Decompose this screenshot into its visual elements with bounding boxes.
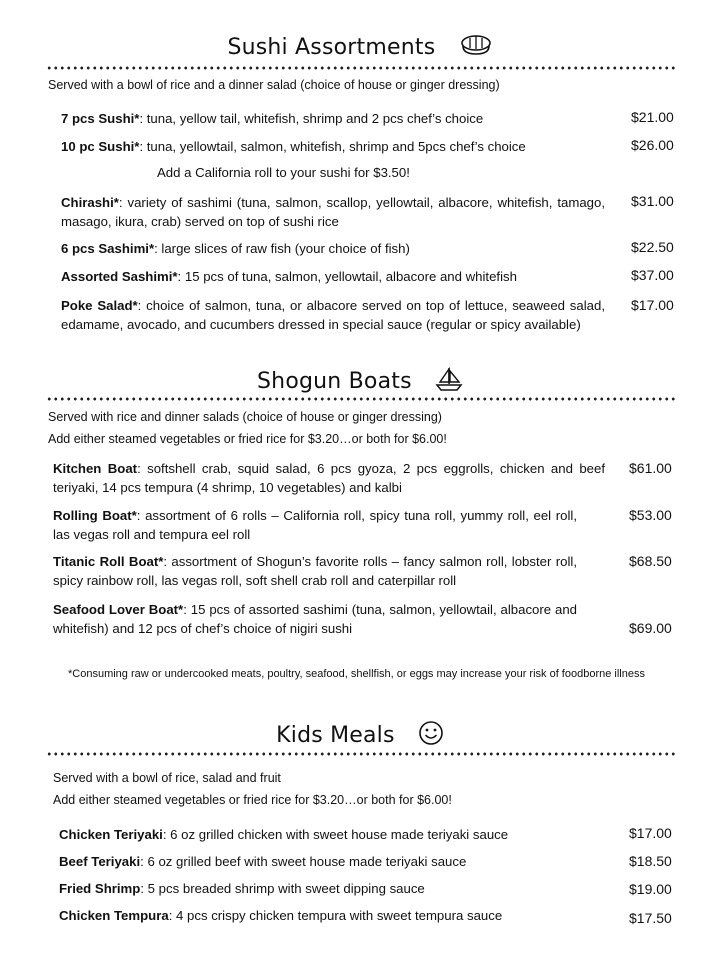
kids-title: Kids Meals bbox=[276, 723, 395, 748]
item-price: $21.00 bbox=[631, 109, 674, 125]
item-desc: : 4 pcs crispy chicken tempura with sweet tempura sauce bbox=[168, 908, 503, 923]
item-desc: : 6 oz grilled beef with sweet house made teriyaki sauce bbox=[140, 854, 467, 869]
item-price: $37.00 bbox=[631, 267, 674, 283]
menu-item bbox=[53, 600, 577, 638]
item-price: $19.00 bbox=[629, 881, 672, 897]
item-desc: : softshell crab, squid salad, 6 pcs gyoza, 2 pcs eggrolls, chicken and beef teriyaki, 14 pcs tempura (4 shrimp, 10 vegetables) and kalbi bbox=[53, 461, 605, 495]
item-name: Seafood Lover Boat* bbox=[53, 602, 184, 617]
item-name: Poke Salad* bbox=[61, 298, 138, 313]
item-price: $17.00 bbox=[631, 297, 674, 313]
item-name: Assorted Sashimi* bbox=[61, 269, 178, 284]
item-desc: : 15 pcs of tuna, salmon, yellowtail, albacore and whitefish bbox=[177, 269, 517, 284]
menu-item bbox=[59, 879, 599, 898]
menu-item bbox=[59, 906, 599, 925]
menu-item bbox=[61, 137, 611, 156]
item-price: $61.00 bbox=[629, 460, 672, 476]
item-desc: : tuna, yellowtail, salmon, whitefish, shrimp and 5pcs chef’s choice bbox=[139, 139, 526, 154]
item-name: 6 pcs Sashimi* bbox=[61, 241, 155, 256]
item-desc: : tuna, yellow tail, whitefish, shrimp and 2 pcs chef’s choice bbox=[139, 111, 484, 126]
item-name: Kitchen Boat bbox=[53, 461, 138, 476]
section-title-sushi bbox=[0, 34, 720, 62]
item-name: Fried Shrimp bbox=[59, 881, 141, 896]
item-desc: : 6 oz grilled chicken with sweet house made teriyaki sauce bbox=[162, 827, 509, 842]
california-note: Add a California roll to your sushi for $3.50! bbox=[157, 165, 410, 180]
sushi-subtitle: Served with a bowl of rice and a dinner salad (choice of house or ginger dressing) bbox=[48, 78, 500, 92]
item-desc: : assortment of Shogun’s favorite rolls – fancy salmon roll, lobster roll, spicy rainbow roll, las vegas roll, soft shell crab roll and caterpillar roll bbox=[53, 554, 577, 588]
kids-subtitle: Served with a bowl of rice, salad and fruit bbox=[53, 771, 281, 785]
item-price: $17.50 bbox=[629, 910, 672, 926]
item-price: $68.50 bbox=[629, 553, 672, 569]
item-name: Chirashi* bbox=[61, 195, 119, 210]
sushi-title: Sushi Assortments bbox=[227, 35, 436, 60]
section-title-kids bbox=[0, 720, 720, 752]
menu-item bbox=[61, 193, 605, 231]
item-price: $17.00 bbox=[629, 825, 672, 841]
menu-item bbox=[59, 852, 599, 871]
item-desc: : variety of sashimi (tuna, salmon, scallop, yellowtail, albacore, whitefish, tamago, masago, ikura, crab) served on top of sushi rice bbox=[61, 195, 605, 229]
item-name: Titanic Roll Boat* bbox=[53, 554, 164, 569]
divider bbox=[46, 752, 678, 756]
item-name: Rolling Boat* bbox=[53, 508, 137, 523]
item-name: 10 pc Sushi* bbox=[61, 139, 140, 154]
item-price: $31.00 bbox=[631, 193, 674, 209]
divider bbox=[46, 66, 678, 70]
item-desc: : 5 pcs breaded shrimp with sweet dipping sauce bbox=[140, 881, 425, 896]
menu-item bbox=[59, 825, 599, 844]
boats-title: Shogun Boats bbox=[257, 369, 412, 394]
boats-addon-note: Add either steamed vegetables or fried rice for $3.20…or both for $6.00! bbox=[48, 432, 447, 446]
boats-subtitle: Served with rice and dinner salads (choice of house or ginger dressing) bbox=[48, 410, 442, 424]
menu-item bbox=[53, 506, 577, 544]
item-price: $53.00 bbox=[629, 507, 672, 523]
item-desc: : choice of salmon, tuna, or albacore served on top of lettuce, seaweed salad, edamame, avocado, and cucumbers dressed in special sauce (regular or spicy available) bbox=[61, 298, 605, 332]
divider bbox=[46, 397, 678, 401]
menu-item bbox=[61, 239, 611, 258]
menu-item bbox=[53, 459, 605, 497]
kids-addon-note: Add either steamed vegetables or fried rice for $3.20…or both for $6.00! bbox=[53, 793, 452, 807]
sushi-icon bbox=[459, 34, 493, 62]
item-name: Chicken Tempura bbox=[59, 908, 169, 923]
item-name: Chicken Teriyaki bbox=[59, 827, 163, 842]
item-name: Beef Teriyaki bbox=[59, 854, 141, 869]
menu-item bbox=[61, 267, 611, 286]
smiley-icon bbox=[418, 720, 444, 752]
menu-item bbox=[61, 109, 611, 128]
item-price: $22.50 bbox=[631, 239, 674, 255]
item-price: $18.50 bbox=[629, 853, 672, 869]
item-price: $26.00 bbox=[631, 137, 674, 153]
item-desc: : 15 pcs of assorted sashimi (tuna, salmon, yellowtail, albacore and whitefish) and 12 pcs of chef’s choice of nigiri sushi bbox=[53, 602, 577, 636]
sailboat-icon bbox=[435, 366, 463, 398]
item-name: 7 pcs Sushi* bbox=[61, 111, 140, 126]
raw-food-disclaimer: *Consuming raw or undercooked meats, poultry, seafood, shellfish, or eggs may increase your risk of foodborne illness bbox=[68, 668, 645, 680]
item-desc: : large slices of raw fish (your choice of fish) bbox=[154, 241, 410, 256]
item-price: $69.00 bbox=[629, 620, 672, 636]
menu-item bbox=[61, 296, 605, 334]
menu-item bbox=[53, 552, 577, 590]
section-title-boats bbox=[0, 366, 720, 398]
item-desc: : assortment of 6 rolls – California roll, spicy tuna roll, yummy roll, eel roll, las vegas roll and tempura eel roll bbox=[53, 508, 577, 542]
